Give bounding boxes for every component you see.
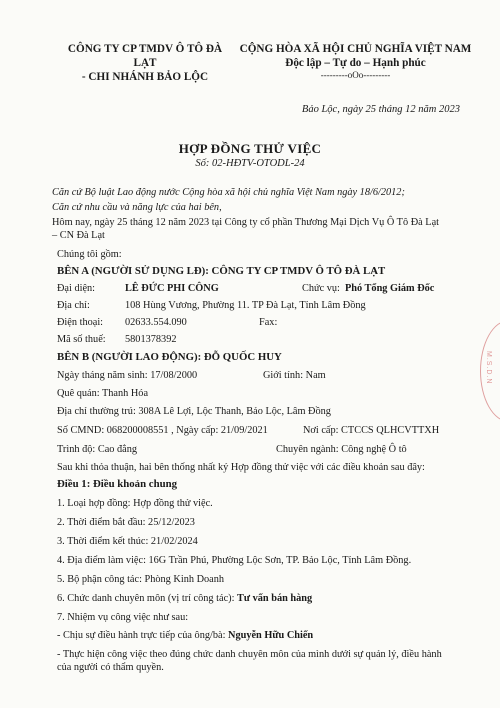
gender-line: Giới tính: Nam	[263, 370, 326, 381]
article-item-1: 1. Loại hợp đồng: Hợp đồng thử việc.	[57, 498, 213, 509]
document-number: Số: 02-HĐTV-OTODL-24	[195, 158, 305, 169]
article-item-2: 2. Thời điểm bắt đầu: 25/12/2023	[57, 517, 195, 528]
supervisor-line	[57, 629, 313, 642]
supervisor-name: Nguyễn Hữu Chiến	[228, 630, 314, 641]
party-a-heading: BÊN A (NGƯỜI SỬ DỤNG LĐ): CÔNG TY CP TMDV Ô TÔ ĐÀ LẠT	[57, 265, 386, 277]
fax-label: Fax:	[259, 317, 278, 328]
article-item-3: 3. Thời điểm kết thúc: 21/02/2024	[57, 536, 198, 547]
rep-label: Đại diện:	[57, 283, 96, 294]
legal-basis-2: Căn cứ nhu cầu và năng lực của hai bên,	[52, 202, 222, 213]
motto-separator: ---------oOo---------	[320, 70, 391, 80]
agreement-line: Sau khi thỏa thuận, hai bên thống nhất ký Hợp đồng thử việc với các điều khoản sau đây:	[57, 462, 425, 473]
rep-name: LÊ ĐỨC PHI CÔNG	[125, 283, 219, 294]
hometown-line: Quê quán: Thanh Hóa	[57, 388, 149, 399]
education-line: Trình độ: Cao đẳng	[57, 444, 137, 455]
we-are-label: Chúng tôi gồm:	[57, 249, 122, 260]
today-line: Hôm nay, ngày 25 tháng 12 năm 2023 tại Công ty cổ phần Thương Mại Dịch Vụ Ô Tô Đà Lạt	[52, 217, 439, 228]
article-1-heading: Điều 1: Điều khoản chung	[57, 478, 177, 490]
id-line: Số CMND: 068200008551 , Ngày cấp: 21/09/2021	[57, 425, 268, 436]
dob-line: Ngày tháng năm sinh: 17/08/2000	[57, 370, 198, 381]
article-item-7: 7. Nhiệm vụ công việc như sau:	[57, 612, 189, 623]
article-item-5: 5. Bộ phận công tác: Phòng Kinh Doanh	[57, 574, 225, 585]
national-motto: Độc lập – Tự do – Hạnh phúc	[285, 57, 426, 69]
document-title: HỢP ĐỒNG THỬ VIỆC	[178, 141, 322, 156]
branch-name: - CHI NHÁNH BẢO LỘC	[81, 71, 209, 83]
company-name: CÔNG TY CP TMDV Ô TÔ ĐÀ LẠT	[67, 43, 223, 69]
address-label: Địa chỉ:	[57, 300, 90, 311]
document-date: Bảo Lộc, ngày 25 tháng 12 năm 2023	[301, 104, 460, 115]
supervisor-label: - Chịu sự điều hành trực tiếp của ông/bà:	[57, 630, 226, 641]
national-header	[233, 42, 478, 81]
nation-name: CỘNG HÒA XÃ HỘI CHỦ NGHĨA VIỆT NAM	[239, 43, 472, 55]
legal-basis-1: Căn cứ Bộ luật Lao động nước Cộng hòa xã hội chủ nghĩa Việt Nam ngày 18/6/2012;	[52, 187, 405, 198]
job-title-label: 6. Chức danh chuyên môn (vị trí công tác):	[57, 593, 235, 604]
id-place-line: Nơi cấp: CTCCS QLHCVTTXH	[303, 425, 440, 436]
party-b-heading: BÊN B (NGƯỜI LAO ĐỘNG): ĐỖ QUỐC HUY	[57, 351, 282, 363]
address-value: 108 Hùng Vương, Phường 11. TP Đà Lạt, Tỉnh Lâm Đồng	[125, 300, 366, 311]
phone-label: Điện thoại:	[57, 317, 104, 328]
position-value: Phó Tổng Giám Đốc	[345, 283, 435, 294]
article-item-6	[57, 592, 312, 605]
article-item-4: 4. Địa điểm làm việc: 16G Trần Phú, Phường Lộc Sơn, TP. Bảo Lộc, Tỉnh Lâm Đồng.	[57, 555, 412, 566]
today-line-cont: – CN Đà Lạt	[52, 230, 105, 241]
duty-line-1: - Thực hiện công việc theo đúng chức danh chuyên môn của mình dưới sự quản lý, điều hành	[57, 649, 442, 660]
residence-line: Địa chỉ thường trú: 308A Lê Lợi, Lộc Thanh, Bảo Lộc, Lâm Đồng	[57, 406, 331, 417]
duty-line-2: của người có thẩm quyền.	[57, 662, 164, 673]
tax-label: Mã số thuế:	[57, 334, 106, 345]
stamp-text: M.S.D.N	[485, 351, 492, 385]
phone-value: 02633.554.090	[125, 317, 187, 328]
seal-stamp	[480, 320, 500, 422]
company-header	[60, 42, 230, 84]
tax-value: 5801378392	[125, 334, 177, 345]
position-label: Chức vụ:	[302, 283, 340, 294]
job-title-value: Tư vấn bán hàng	[237, 593, 313, 604]
major-line: Chuyên ngành: Công nghệ Ô tô	[276, 444, 407, 455]
